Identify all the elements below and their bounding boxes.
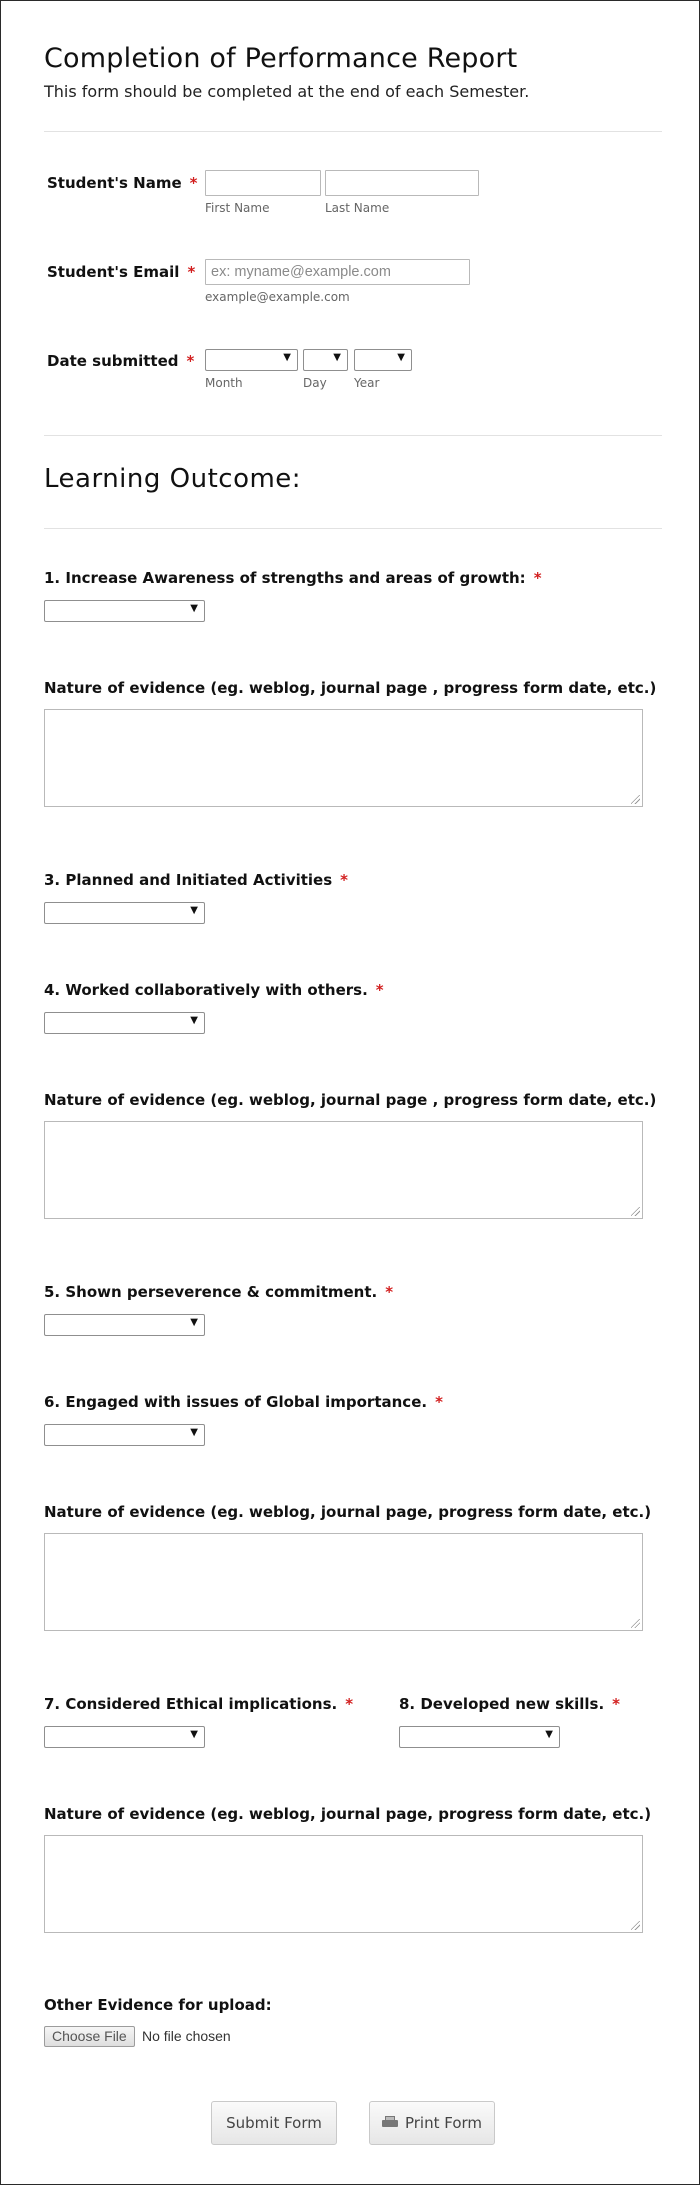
student-name-label-text: Student's Name bbox=[47, 174, 182, 192]
required-marker: * bbox=[340, 871, 349, 889]
month-select[interactable] bbox=[205, 349, 298, 371]
triangle-down-icon: ▼ bbox=[190, 1015, 198, 1026]
student-email-label bbox=[47, 263, 195, 281]
required-marker: * bbox=[186, 352, 195, 370]
question-1-label-text: 1. Increase Awareness of strengths and areas of growth: bbox=[44, 569, 526, 587]
first-name-input[interactable] bbox=[205, 170, 321, 196]
print-button[interactable] bbox=[369, 2101, 495, 2145]
first-name-sublabel: First Name bbox=[205, 201, 270, 215]
evidence-2-textarea[interactable] bbox=[44, 1121, 643, 1219]
question-8-label bbox=[399, 1695, 620, 1713]
required-marker: * bbox=[385, 1283, 394, 1301]
email-field[interactable] bbox=[205, 259, 470, 285]
choose-file-button[interactable]: Choose File bbox=[44, 2026, 135, 2047]
question-3-select[interactable] bbox=[44, 902, 205, 924]
submit-button[interactable] bbox=[211, 2101, 337, 2145]
divider bbox=[44, 131, 662, 132]
question-6-select[interactable] bbox=[44, 1424, 205, 1446]
month-sublabel: Month bbox=[205, 376, 243, 390]
question-5-label bbox=[44, 1283, 393, 1301]
question-4-label-text: 4. Worked collaboratively with others. bbox=[44, 981, 368, 999]
divider bbox=[44, 435, 662, 436]
triangle-down-icon: ▼ bbox=[190, 905, 198, 916]
last-name-sublabel: Last Name bbox=[325, 201, 390, 215]
required-marker: * bbox=[435, 1393, 443, 1411]
question-4-label bbox=[44, 981, 384, 999]
evidence-4-textarea[interactable] bbox=[44, 1835, 643, 1933]
question-5-label-text: 5. Shown perseverence & commitment. bbox=[44, 1283, 378, 1301]
form-title: Completion of Performance Report bbox=[44, 43, 518, 74]
file-status: No file chosen bbox=[142, 2028, 231, 2044]
resize-grip-icon[interactable] bbox=[631, 795, 640, 804]
evidence-3-textarea[interactable] bbox=[44, 1533, 643, 1631]
question-5-select[interactable] bbox=[44, 1314, 205, 1336]
date-submitted-label bbox=[47, 352, 194, 370]
resize-grip-icon[interactable] bbox=[631, 1207, 640, 1216]
question-1-select[interactable] bbox=[44, 600, 205, 622]
evidence-1-textarea[interactable] bbox=[44, 709, 643, 807]
required-marker: * bbox=[375, 981, 384, 999]
question-6-label-text: 6. Engaged with issues of Global importance. bbox=[44, 1393, 428, 1411]
day-sublabel: Day bbox=[303, 376, 327, 390]
required-marker: * bbox=[189, 174, 198, 192]
student-email-label-text: Student's Email bbox=[47, 263, 180, 281]
required-marker: * bbox=[187, 263, 196, 281]
question-6-label bbox=[44, 1393, 443, 1411]
required-marker: * bbox=[533, 569, 542, 587]
question-3-label-text: 3. Planned and Initiated Activities bbox=[44, 871, 333, 889]
question-7-select[interactable] bbox=[44, 1726, 205, 1748]
triangle-down-icon: ▼ bbox=[545, 1729, 553, 1740]
year-sublabel: Year bbox=[354, 376, 380, 390]
triangle-down-icon: ▼ bbox=[190, 1427, 198, 1438]
evidence-1-label: Nature of evidence (eg. weblog, journal page , progress form date, etc.) bbox=[44, 679, 657, 697]
section-heading: Learning Outcome: bbox=[44, 464, 302, 494]
triangle-down-icon: ▼ bbox=[190, 603, 198, 614]
print-button-label: Print Form bbox=[404, 2114, 483, 2132]
question-8-select[interactable] bbox=[399, 1726, 560, 1748]
form-subtitle: This form should be completed at the end of each Semester. bbox=[44, 82, 530, 101]
student-name-label bbox=[47, 174, 198, 192]
email-sublabel: example@example.com bbox=[205, 290, 350, 304]
question-7-label-text: 7. Considered Ethical implications. bbox=[44, 1695, 338, 1713]
triangle-down-icon: ▼ bbox=[397, 352, 405, 363]
evidence-2-label: Nature of evidence (eg. weblog, journal page , progress form date, etc.) bbox=[44, 1091, 657, 1109]
evidence-3-label: Nature of evidence (eg. weblog, journal page, progress form date, etc.) bbox=[44, 1503, 652, 1521]
triangle-down-icon: ▼ bbox=[283, 352, 291, 363]
question-3-label bbox=[44, 871, 348, 889]
last-name-input[interactable] bbox=[325, 170, 479, 196]
evidence-4-label: Nature of evidence (eg. weblog, journal page, progress form date, etc.) bbox=[44, 1805, 652, 1823]
year-select[interactable] bbox=[354, 349, 412, 371]
printer-icon bbox=[382, 2116, 398, 2129]
date-submitted-label-text: Date submitted bbox=[47, 352, 179, 370]
required-marker: * bbox=[612, 1695, 620, 1713]
question-1-label bbox=[44, 569, 542, 587]
question-4-select[interactable] bbox=[44, 1012, 205, 1034]
upload-label: Other Evidence for upload: bbox=[44, 1996, 272, 2014]
resize-grip-icon[interactable] bbox=[631, 1921, 640, 1930]
email-placeholder: ex: myname@example.com bbox=[211, 264, 391, 280]
submit-button-label: Submit Form bbox=[226, 2114, 322, 2132]
resize-grip-icon[interactable] bbox=[631, 1619, 640, 1628]
question-8-label-text: 8. Developed new skills. bbox=[399, 1695, 605, 1713]
day-select[interactable] bbox=[303, 349, 348, 371]
question-7-label bbox=[44, 1695, 353, 1713]
triangle-down-icon: ▼ bbox=[190, 1729, 198, 1740]
triangle-down-icon: ▼ bbox=[190, 1317, 198, 1328]
triangle-down-icon: ▼ bbox=[333, 352, 341, 363]
divider bbox=[44, 528, 662, 529]
required-marker: * bbox=[345, 1695, 354, 1713]
